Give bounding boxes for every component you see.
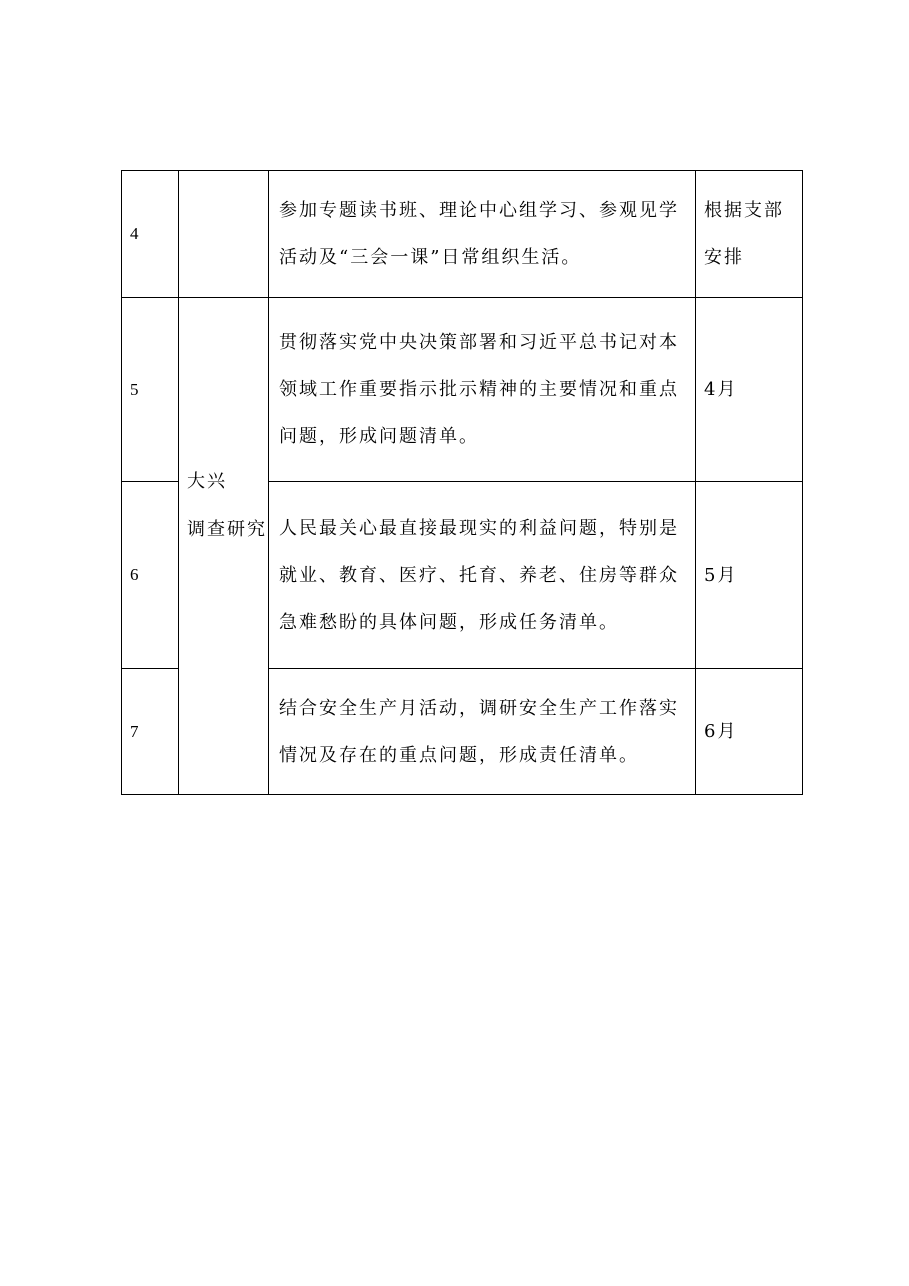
table-row [122,298,803,482]
time-line: 安排 [704,247,744,268]
category-cell [179,171,269,298]
category-label [187,458,268,554]
content-line: 活动及“三会一课”日常组织生活。 [279,247,582,268]
row-number: 5 [122,298,179,482]
time-line: 4月 [704,379,738,400]
content-line: 贯彻落实党中央决策部署和习近平总书记对本 [279,332,679,353]
category-line: 调查研究 [187,519,267,540]
time-cell [696,482,803,669]
content-line: 就业、教育、医疗、托育、养老、住房等群众 [279,564,679,586]
content-cell [269,298,696,482]
content-cell [269,171,696,298]
category-cell [179,298,269,795]
row-number: 6 [122,482,179,669]
time-cell [696,669,803,795]
time-line: 5月 [704,564,738,586]
time-line: 根据支部 [704,200,784,221]
time-cell [696,171,803,298]
time-line: 6月 [704,721,738,742]
schedule-table [121,170,803,795]
content-line: 问题，形成问题清单。 [279,426,479,447]
content-cell [269,482,696,669]
content-line: 情况及存在的重点问题，形成责任清单。 [279,744,639,766]
table-row [122,171,803,298]
content-line: 领域工作重要指示批示精神的主要情况和重点 [279,379,679,400]
content-line: 人民最关心最直接最现实的利益问题，特别是 [279,517,679,539]
content-line: 参加专题读书班、理论中心组学习、参观见学 [279,200,679,221]
content-line: 急难愁盼的具体问题，形成任务清单。 [279,611,619,633]
content-line: 结合安全生产月活动，调研安全生产工作落实 [279,697,679,719]
content-cell [269,669,696,795]
row-number: 7 [122,669,179,795]
category-line: 大兴 [187,471,227,492]
row-number: 4 [122,171,179,298]
time-cell [696,298,803,482]
